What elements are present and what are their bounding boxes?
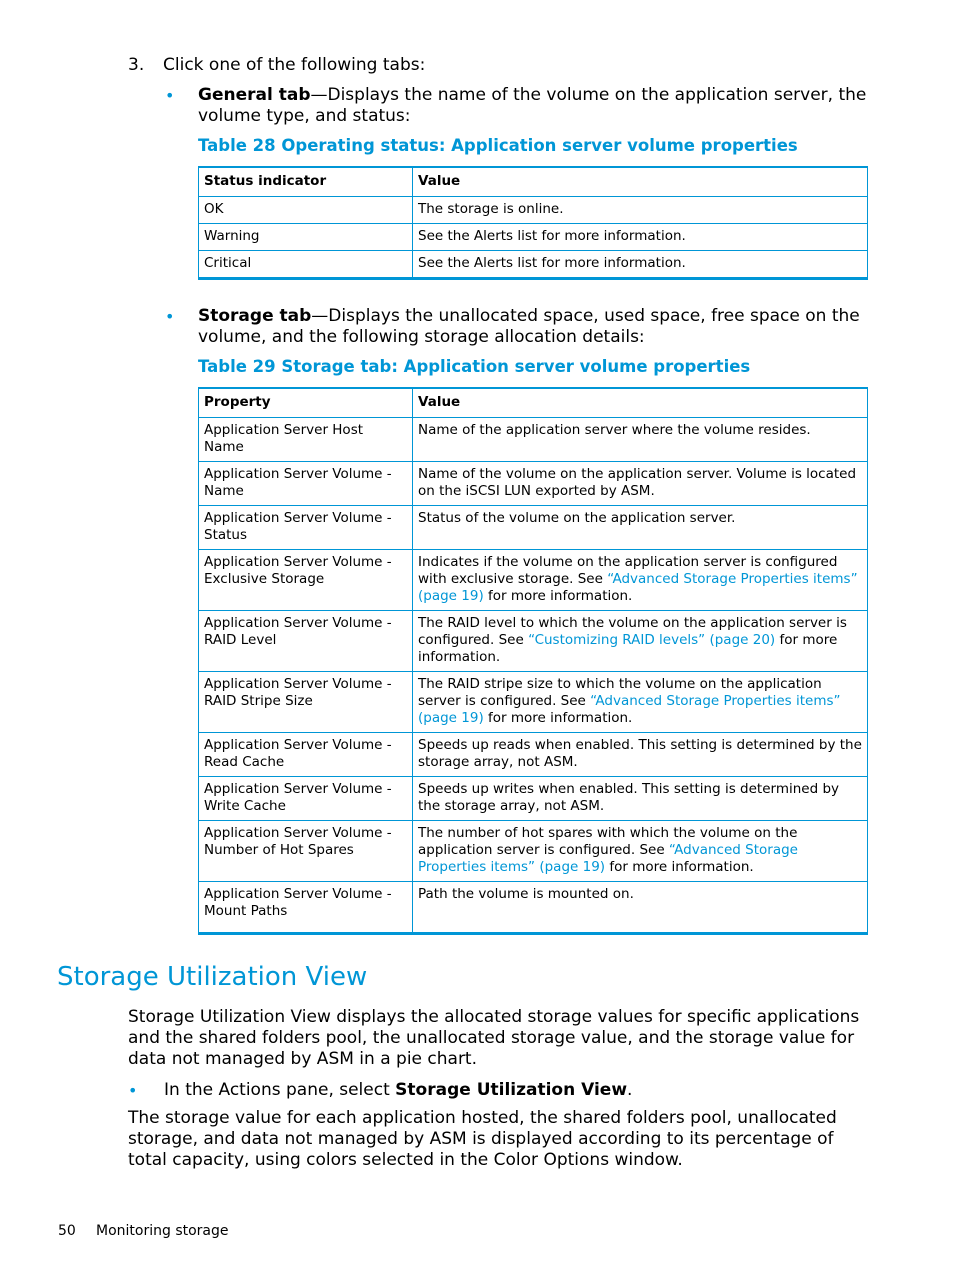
page-number: 50: [58, 1223, 76, 1239]
table-header-row: [199, 167, 868, 197]
cell-text: for more information.: [483, 710, 633, 726]
table-cell: [413, 821, 868, 882]
table-header-cell: Value: [413, 388, 868, 418]
table-header-row: [199, 388, 868, 418]
table-cell: Path the volume is mounted on.: [413, 882, 868, 934]
general-tab-paragraph: [198, 85, 870, 127]
table29: [198, 387, 868, 935]
table-cell: [413, 611, 868, 672]
table-cell: See the Alerts list for more information.: [413, 224, 868, 251]
table-cell: Speeds up writes when enabled. This setting is determined by the storage array, not ASM.: [413, 777, 868, 821]
cell-text: The RAID stripe size to which the volume on the application server is configured. See: [418, 676, 822, 709]
section-bullet: [164, 1080, 864, 1101]
section-intro: Storage Utilization View displays the allocated storage values for specific applications and the shared folders pool, the unallocated storage value, and the storage value for data not managed by ASM in a pie chart.: [128, 1007, 860, 1069]
table-cell: Critical: [199, 251, 413, 279]
table29-caption: Table 29 Storage tab: Application server volume properties: [198, 357, 751, 376]
table-cell: Application Server Volume - RAID Stripe Size: [199, 672, 413, 733]
storage-tab-paragraph: [198, 306, 870, 348]
table-row: [199, 251, 868, 279]
cell-text: The RAID level to which the volume on the application server is configured. See: [418, 615, 847, 648]
bullet-icon: •: [128, 1081, 138, 1100]
table-row: [199, 224, 868, 251]
table-cell: [413, 550, 868, 611]
customizing-raid-levels-link[interactable]: “Customizing RAID levels” (page 20): [528, 632, 776, 648]
table-cell: Application Server Volume - RAID Level: [199, 611, 413, 672]
step-3: [128, 55, 425, 75]
table-row: [199, 777, 868, 821]
table-row: [199, 197, 868, 224]
table-cell: Name of the volume on the application server. Volume is located on the iSCSI LUN exported by ASM.: [413, 462, 868, 506]
table-cell: Speeds up reads when enabled. This setting is determined by the storage array, not ASM.: [413, 733, 868, 777]
bullet-text: In the Actions pane, select: [164, 1080, 396, 1100]
table-cell: See the Alerts list for more information.: [413, 251, 868, 279]
table-row: [199, 882, 868, 934]
table28-caption: Table 28 Operating status: Application server volume properties: [198, 136, 798, 155]
table-row: [199, 418, 868, 462]
table-cell: Application Server Host Name: [199, 418, 413, 462]
storage-utilization-view-label: Storage Utilization View: [395, 1080, 628, 1100]
table-row: [199, 506, 868, 550]
step-number: 3.: [128, 55, 145, 75]
cell-text: for more information.: [418, 632, 838, 665]
table-row: [199, 550, 868, 611]
footer-title: Monitoring storage: [96, 1223, 229, 1239]
storage-tab-label: Storage tab: [198, 306, 312, 326]
section-closing: The storage value for each application hosted, the shared folders pool, unallocated storage, and data not managed by ASM is displayed according to its percentage of total capacity, using colors selected in the Color Options window.: [128, 1108, 837, 1170]
table-cell: Name of the application server where the volume resides.: [413, 418, 868, 462]
advanced-storage-properties-link[interactable]: “Advanced Storage Properties items” (page 19): [418, 693, 841, 726]
table-header-cell: Value: [413, 167, 868, 197]
table-cell: Application Server Volume - Exclusive Storage: [199, 550, 413, 611]
table-header-cell: Status indicator: [199, 167, 413, 197]
table-row: [199, 611, 868, 672]
table-cell: Application Server Volume - Number of Hot Spares: [199, 821, 413, 882]
table-cell: Application Server Volume - Mount Paths: [199, 882, 413, 934]
bullet-icon: •: [165, 307, 175, 326]
section-title: Storage Utilization View: [57, 962, 368, 992]
table-cell: Application Server Volume - Write Cache: [199, 777, 413, 821]
table28: [198, 166, 868, 280]
page-footer: [58, 1223, 229, 1239]
bullet-text: .: [627, 1080, 633, 1100]
table-cell: [413, 672, 868, 733]
table-row: [199, 733, 868, 777]
cell-text: Indicates if the volume on the application server is configured with exclusive storage. See: [418, 554, 838, 587]
storage-tab-text: —Displays the unallocated space, used space, free space on the volume, and the following storage allocation details:: [198, 306, 860, 347]
bullet-icon: •: [165, 86, 175, 105]
table-cell: The storage is online.: [413, 197, 868, 224]
table-cell: Status of the volume on the application server.: [413, 506, 868, 550]
advanced-storage-properties-link[interactable]: “Advanced Storage Properties items” (page 19): [418, 842, 798, 875]
advanced-storage-properties-link[interactable]: “Advanced Storage Properties items” (page 19): [418, 571, 858, 604]
step-text: Click one of the following tabs:: [163, 55, 426, 75]
table-cell: Application Server Volume - Name: [199, 462, 413, 506]
table-header-cell: Property: [199, 388, 413, 418]
table-row: [199, 821, 868, 882]
general-tab-text: —Displays the name of the volume on the application server, the volume type, and status:: [198, 85, 867, 126]
cell-text: for more information.: [605, 859, 754, 875]
cell-text: The number of hot spares with which the volume on the application server is configured. See: [418, 825, 798, 858]
cell-text: for more information.: [483, 588, 633, 604]
table-cell: Application Server Volume - Read Cache: [199, 733, 413, 777]
table-cell: OK: [199, 197, 413, 224]
table-row: [199, 672, 868, 733]
table-row: [199, 462, 868, 506]
table-cell: Application Server Volume - Status: [199, 506, 413, 550]
table-cell: Warning: [199, 224, 413, 251]
general-tab-label: General tab: [198, 85, 311, 105]
